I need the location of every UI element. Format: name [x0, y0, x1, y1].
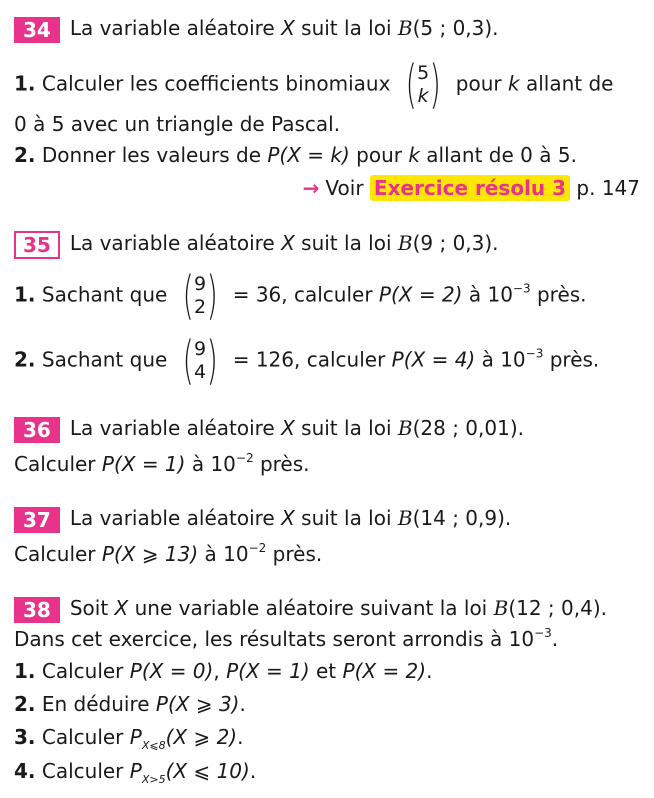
ex35-question-1: 1. Sachant que ( 9 2 ) = 36, calculer P(X = 2) à $10^{-3}$ près.: [14, 266, 587, 326]
resolved-exercise-link[interactable]: Exercice résolu 3: [370, 175, 570, 201]
binomial-coefficient: ( 5 k ): [405, 55, 441, 115]
ex34-question-1: 1. Calculer les coefficients binomiaux ( 5 k ) pour k allant de: [14, 55, 614, 115]
arrow-right-icon: →: [302, 176, 320, 200]
binomial-coefficient: ( 9 4 ): [182, 331, 218, 391]
see-also-reference: → Voir Exercice résolu 3 p. 147: [302, 176, 640, 200]
ex38-instructions: Dans cet exercice, les résultats seront arrondis à $10^{-3}$.: [14, 626, 559, 651]
ex37-statement: 37 La variable aléatoire X suit la loi B(14 ; 0,9).: [14, 504, 511, 533]
ex38-question-2: 2. En déduire P(X ⩾ 3).: [14, 692, 246, 716]
ex37-question: Calculer P(X ⩾ 13) à $10^{-2}$ près.: [14, 541, 323, 566]
binomial-coefficient: ( 9 2 ): [182, 266, 218, 326]
ex38-question-1: 1. Calculer P(X = 0), P(X = 1) et P(X = 2).: [14, 659, 433, 683]
ex34-question-2: 2. Donner les valeurs de P(X = k) pour k allant de 0 à 5.: [14, 143, 577, 167]
ex35-statement: 35 La variable aléatoire X suit la loi B(9 ; 0,3).: [14, 229, 499, 259]
ex38-question-3: 3. Calculer $P_{X⩽8}(X$ ⩾ 2).: [14, 725, 244, 752]
exercise-number-badge: 37: [14, 507, 60, 533]
exercise-number-badge: 36: [14, 417, 60, 443]
ex36-question: Calculer P(X = 1) à $10^{-2}$ près.: [14, 451, 310, 476]
ex34-question-1-cont: 0 à 5 avec un triangle de Pascal.: [14, 112, 341, 136]
ex38-question-4: 4. Calculer $P_{X>5}(X$ ⩽ 10).: [14, 759, 257, 786]
exercise-number-badge: 38: [14, 597, 60, 623]
ex36-statement: 36 La variable aléatoire X suit la loi B(28 ; 0,01).: [14, 414, 524, 443]
ex35-question-2: 2. Sachant que ( 9 4 ) = 126, calculer P(X = 4) à $10^{-3}$ près.: [14, 331, 600, 391]
exercise-number-badge: 34: [14, 17, 60, 43]
exercise-number-badge: 35: [14, 231, 60, 259]
ex34-statement: 34 La variable aléatoire X suit la loi B(5 ; 0,3).: [14, 14, 499, 43]
ex38-statement: 38 Soit X une variable aléatoire suivant la loi B(12 ; 0,4).: [14, 594, 607, 623]
